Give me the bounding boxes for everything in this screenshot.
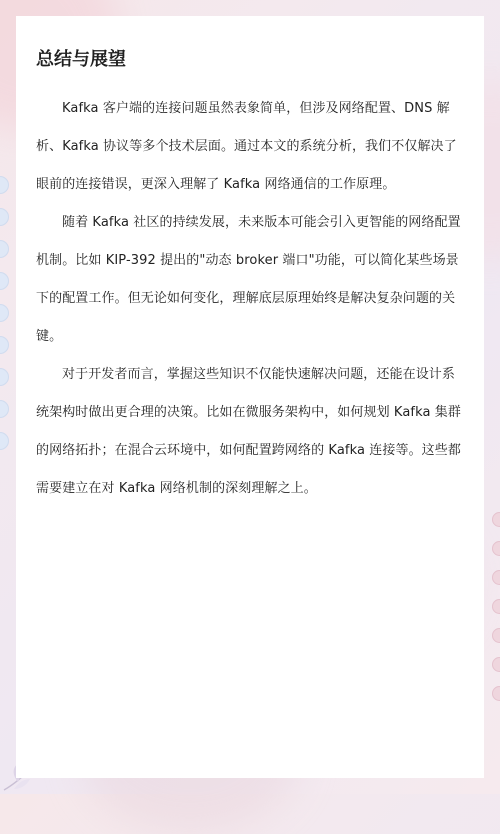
decorative-dot: [0, 368, 9, 386]
decorative-dot: [0, 208, 9, 226]
paragraph-developer-value: 对于开发者而言，掌握这些知识不仅能快速解决问题，还能在设计系统架构时做出更合理的决策。比如在微服务架构中，如何规划 Kafka 集群的网络拓扑；在混合云环境中，如何配置跨网络的 Kafka 连接等。这些都需要建立在对 Kafka 网络机制的深刻理解之上。: [36, 367, 461, 496]
right-decorative-dots: [492, 512, 500, 701]
decorative-dot: [0, 336, 9, 354]
decorative-dot: [492, 686, 500, 701]
decorative-dot: [492, 541, 500, 556]
paragraph-outlook: 随着 Kafka 社区的持续发展，未来版本可能会引入更智能的网络配置机制。比如 KIP-392 提出的"动态 broker 端口"功能，可以简化某些场景下的配置工作。但无论如何变化，理解底层原理始终是解决复杂问题的关键。: [36, 215, 461, 344]
decorative-dot: [492, 628, 500, 643]
document-page: [16, 16, 484, 778]
decorative-dot: [0, 176, 9, 194]
paragraph-summary: Kafka 客户端的连接问题虽然表象简单，但涉及网络配置、DNS 解析、Kafka 协议等多个技术层面。通过本文的系统分析，我们不仅解决了眼前的连接错误，更深入理解了 Kafka 网络通信的工作原理。: [36, 101, 457, 192]
left-decorative-dots: [0, 176, 9, 450]
decorative-dot: [492, 599, 500, 614]
decorative-dot: [0, 304, 9, 322]
decorative-dot: [0, 432, 9, 450]
section-title: 总结与展望: [36, 49, 126, 70]
decorative-dot: [0, 400, 9, 418]
decorative-dot: [492, 570, 500, 585]
decorative-dot: [492, 657, 500, 672]
decorative-dot: [0, 240, 9, 258]
decorative-dot: [0, 272, 9, 290]
decorative-dot: [492, 512, 500, 527]
